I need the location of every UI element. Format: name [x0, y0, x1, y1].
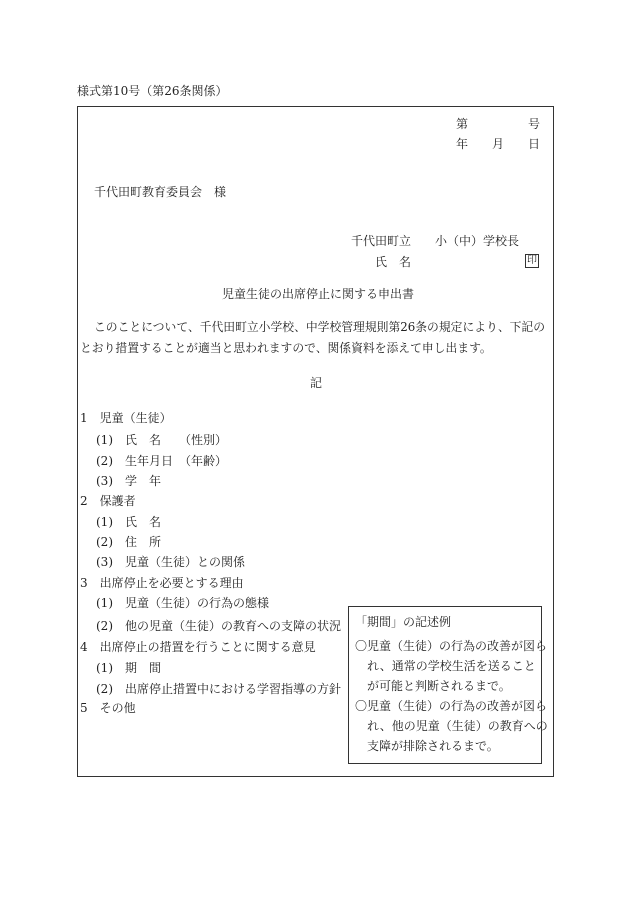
list-item: 4 出席停止の措置を行うことに関する意見 [80, 640, 316, 654]
note-line: 支障が排除されるまで。 [355, 739, 499, 753]
list-item: 2 保護者 [80, 494, 136, 508]
form-number-label: 様式第10号（第26条関係） [77, 84, 228, 98]
body-line-1: このことについて、千代田町立小学校、中学校管理規則第26条の規定により、下記の [94, 320, 546, 334]
seal-mark: 印 [527, 255, 537, 266]
note-line: れ、通常の学校生活を送ること [355, 659, 536, 673]
list-item: (2) 出席停止措置中における学習指導の方針 [96, 682, 341, 696]
list-item: (1) 氏 名 [96, 515, 161, 529]
list-item: (1) 児童（生徒）の行為の態様 [96, 596, 269, 610]
ki-heading: 記 [310, 376, 323, 390]
note-line: れ、他の児童（生徒）の教育への [355, 719, 548, 733]
body-line-2: とおり措置することが適当と思われますので、関係資料を添えて申し出ます。 [80, 341, 492, 355]
list-item: (3) 児童（生徒）との関係 [96, 555, 245, 569]
date-day: 日 [528, 137, 541, 151]
list-item: (1) 氏 名 （性別） [96, 433, 227, 447]
sender-school: 千代田町立 小（中）学校長 [351, 234, 520, 248]
addressee: 千代田町教育委員会 様 [94, 185, 227, 199]
date-month: 月 [492, 137, 505, 151]
note-box [348, 606, 548, 764]
note-line: 〇児童（生徒）の行為の改善が図ら [355, 639, 548, 653]
list-item: 3 出席停止を必要とする理由 [80, 576, 244, 590]
sender-name-label: 氏 名 [375, 255, 412, 269]
list-item: (3) 学 年 [96, 474, 161, 488]
number-suffix: 号 [528, 117, 541, 131]
list-item: (2) 生年月日 （年齢） [96, 454, 227, 468]
list-item: 1 児童（生徒） [80, 411, 172, 425]
number-prefix: 第 [456, 117, 469, 131]
note-title: 「期間」の記述例 [355, 615, 452, 629]
note-line: が可能と判断されるまで。 [355, 679, 511, 693]
list-item: (2) 住 所 [96, 535, 161, 549]
list-item: (2) 他の児童（生徒）の教育への支障の状況 [96, 619, 341, 633]
list-item: 5 その他 [80, 701, 136, 715]
list-item: (1) 期 間 [96, 661, 161, 675]
date-year: 年 [456, 137, 469, 151]
note-line: 〇児童（生徒）の行為の改善が図ら [355, 699, 548, 713]
document-title: 児童生徒の出席停止に関する申出書 [222, 287, 415, 301]
